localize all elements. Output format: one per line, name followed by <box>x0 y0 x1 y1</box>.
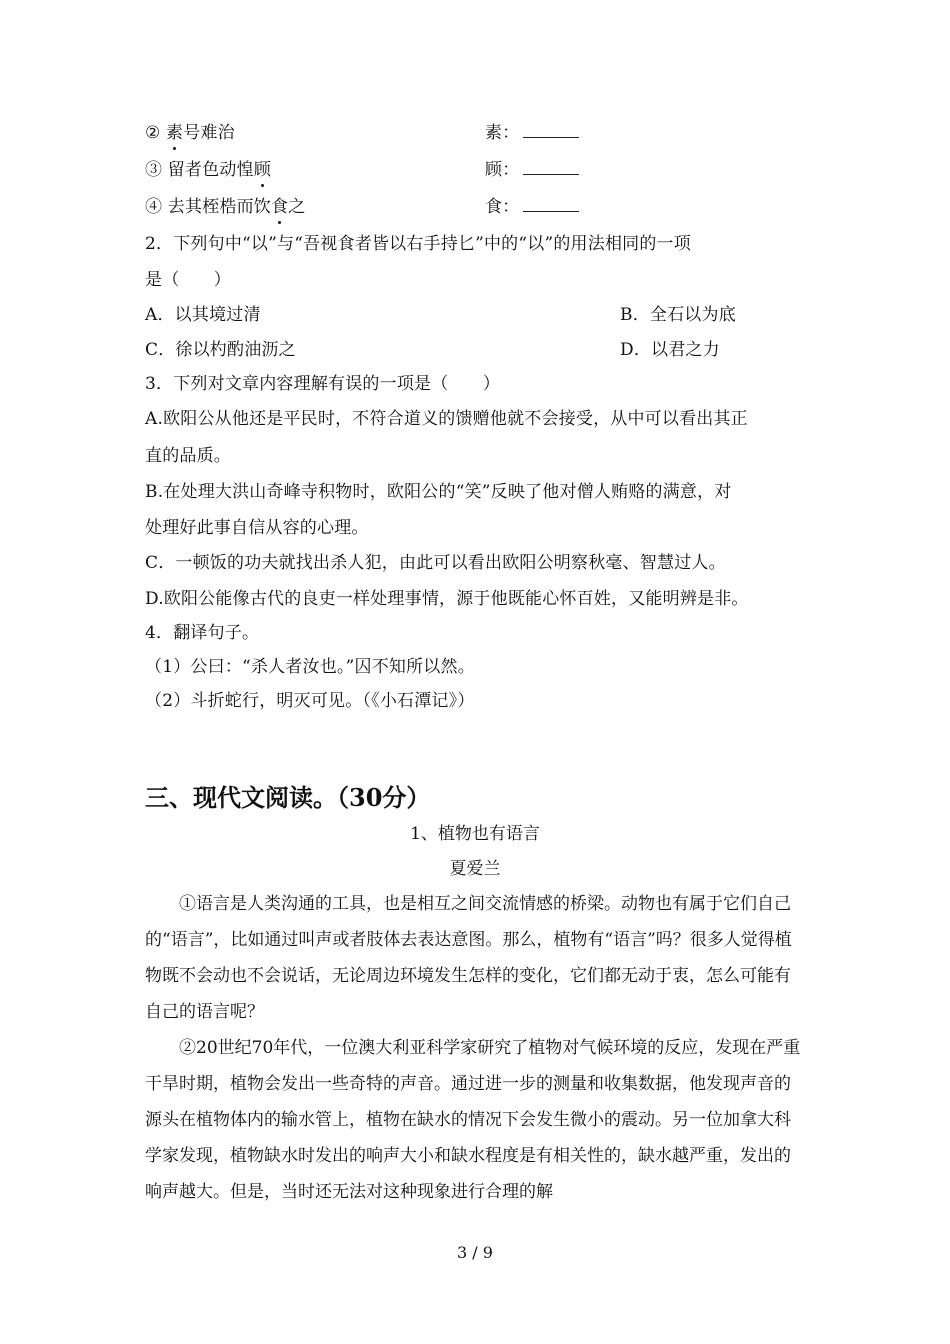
question-3-line: 处理好此事自信从容的心理。 <box>145 518 369 538</box>
vocab-phrase: 之 <box>288 197 306 217</box>
question-4-stem: 4．翻译句子。 <box>145 623 260 643</box>
option-b: B．全石以为底 <box>620 305 736 325</box>
question-4-item: （1）公曰：“杀人者汝也。”囚不知所以然。 <box>145 657 475 677</box>
question-2-stem: 2．下列句中“以”与“吾视食者皆以右手持匕”中的“以”的用法相同的一项 <box>145 234 691 254</box>
emphasized-character: 素 <box>166 123 184 143</box>
emphasized-character: 食 <box>271 197 289 217</box>
article-author: 夏爱兰 <box>449 859 501 879</box>
vocab-item <box>145 195 810 219</box>
answer-label: 食： <box>485 197 520 217</box>
vocab-item <box>145 158 810 182</box>
answer-label: 素： <box>485 123 520 143</box>
answer-label: 顾： <box>485 160 520 180</box>
article-title: 1、植物也有语言 <box>410 824 540 844</box>
vocab-phrase: ② <box>145 123 167 143</box>
vocab-phrase: 号难治 <box>183 123 235 143</box>
section-heading: 三、现代文阅读。（30分） <box>145 783 431 812</box>
question-2-stem-cont: 是（ ） <box>145 270 231 290</box>
option-d: D．以君之力 <box>620 340 720 360</box>
question-3-line: 直的品质。 <box>145 446 231 466</box>
emphasized-character: 顾 <box>253 160 272 180</box>
question-3-line: D.欧阳公能像古代的良吏一样处理事情，源于他既能心怀百姓，又能明辨是非。 <box>145 589 749 609</box>
answer-blank <box>523 160 579 175</box>
article-paragraph-2: ②20世纪70年代，一位澳大利亚科学家研究了植物对气候环境的反应，发现在严重干旱时期，植物会发出一些奇特的声音。通过进一步的测量和收集数据，他发现声音的源头在植物体内的输水管上，植物在缺水的情况下会发生微小的震动。另一位加拿大科学家发现，植物缺水时发出的响声大小和缺水程度是有相关性的，缺水越严重，发出的响声越大。但是，当时还无法对这种现象进行合理的解 <box>145 1038 801 1202</box>
question-3-line: B.在处理大洪山奇峰寺积物时，欧阳公的“笑”反映了他对僧人贿赂的满意，对 <box>145 482 732 502</box>
question-3-line: A.欧阳公从他还是平民时，不符合道义的馈赠他就不会接受，从中可以看出其正 <box>145 409 748 429</box>
answer-blank <box>523 123 579 138</box>
option-a: A．以其境过清 <box>145 305 261 325</box>
question-2-options-row <box>145 338 810 362</box>
question-4-item: （2）斗折蛇行，明灭可见。（《小石潭记》） <box>145 691 475 711</box>
vocab-phrase: ④ 去其桎梏而饮 <box>145 197 272 217</box>
question-3-line: C．一顿饭的功夫就找出杀人犯，由此可以看出欧阳公明察秋毫、智慧过人。 <box>145 553 726 573</box>
question-2-options-row <box>145 303 810 327</box>
vocab-phrase: ③ 留者色动惶 <box>145 160 254 180</box>
article-paragraph-1: ①语言是人类沟通的工具，也是相互之间交流情感的桥梁。动物也有属于它们自己的“语言”，比如通过叫声或者肢体去表达意图。那么，植物有“语言”吗？很多人觉得植物既不会动也不会说话，无论周边环境发生怎样的变化，它们都无动于衷，怎么可能有自己的语言呢？ <box>145 894 792 1022</box>
page-number: 3 / 9 <box>457 1243 493 1262</box>
question-3-stem: 3．下列对文章内容理解有误的一项是（ ） <box>145 374 501 394</box>
option-c: C．徐以杓酌油沥之 <box>145 340 296 360</box>
vocab-item <box>145 121 810 145</box>
answer-blank <box>523 197 579 212</box>
